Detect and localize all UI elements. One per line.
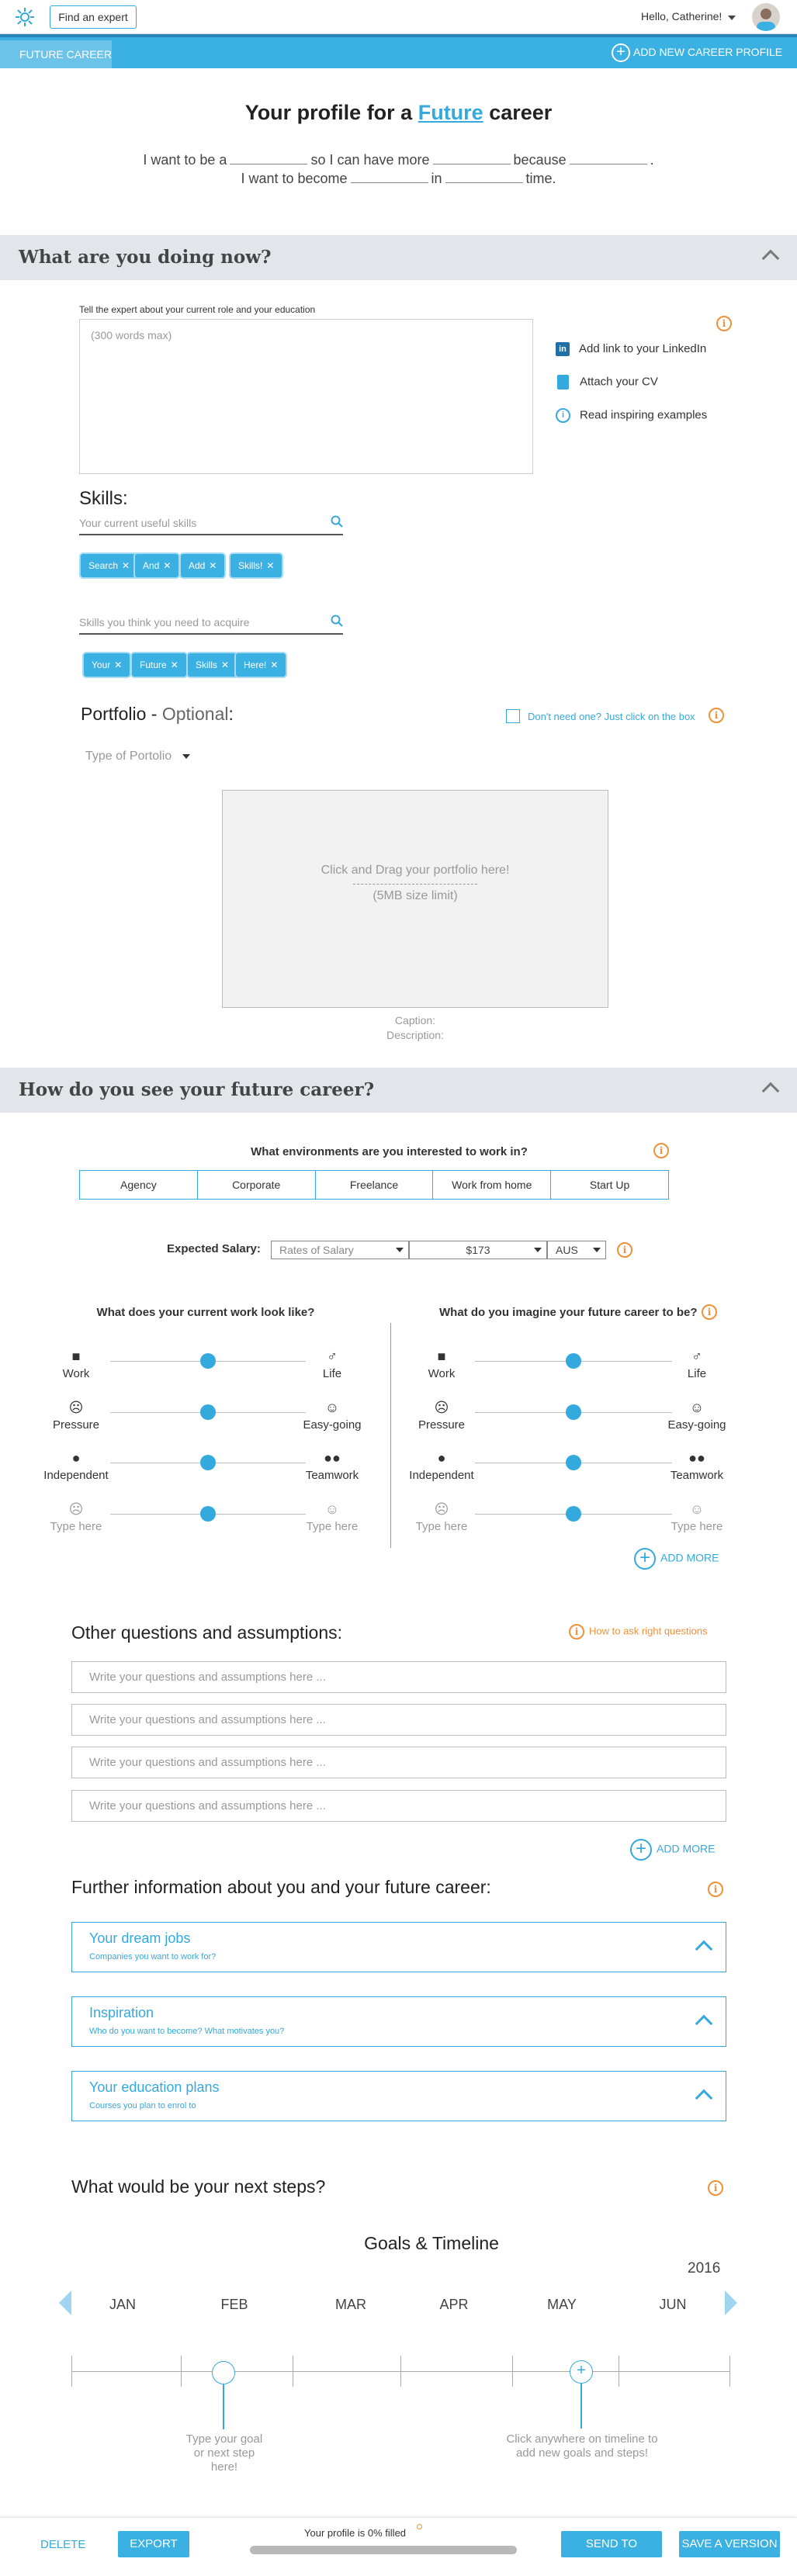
slider-left-label: Independent bbox=[43, 1469, 109, 1482]
chevron-down-icon[interactable] bbox=[728, 16, 736, 20]
question-input[interactable]: Write your questions and assumptions here ... bbox=[71, 1661, 726, 1693]
smile-icon: ☺ bbox=[689, 1501, 705, 1517]
avatar[interactable] bbox=[752, 3, 780, 31]
next-steps-heading: What would be your next steps? bbox=[71, 2176, 326, 2197]
how-to-ask-link[interactable]: i How to ask right questions bbox=[569, 1624, 707, 1639]
briefcase-icon: ■ bbox=[437, 1349, 446, 1364]
attach-cv-link[interactable]: Attach your CV bbox=[557, 375, 658, 390]
goal-connector bbox=[223, 2384, 224, 2429]
skill-tag[interactable]: Here! ✕ bbox=[236, 653, 286, 677]
add-more-questions-button[interactable]: + ADD MORE bbox=[630, 1839, 715, 1861]
env-corporate[interactable]: Corporate bbox=[198, 1171, 316, 1199]
slider-right-label: Easy-going bbox=[667, 1418, 726, 1432]
slider-left-label: Pressure bbox=[52, 1418, 100, 1432]
timeline-month: APR bbox=[439, 2297, 469, 2312]
page-title: Your profile for a Future career bbox=[244, 101, 553, 124]
salary-currency-select[interactable]: AUS bbox=[547, 1241, 606, 1259]
current-skills-input[interactable]: Your current useful skills bbox=[79, 517, 343, 535]
slider-handle[interactable] bbox=[200, 1404, 216, 1420]
slider-left-label: Work bbox=[62, 1367, 90, 1380]
skill-tag[interactable]: Your ✕ bbox=[84, 653, 130, 677]
description-label[interactable]: Description: bbox=[386, 1029, 444, 1041]
slider-right-label[interactable]: Type here bbox=[671, 1520, 723, 1533]
salary-value-select[interactable]: $173 bbox=[409, 1241, 547, 1259]
questions-heading: Other questions and assumptions: bbox=[71, 1622, 343, 1643]
chevron-right-icon[interactable] bbox=[725, 2290, 737, 2315]
timeline-year: 2016 bbox=[688, 2260, 721, 2277]
info-icon: i bbox=[569, 1624, 584, 1639]
future-career-question: What do you imagine your future career to be? bbox=[439, 1306, 698, 1319]
section-future-header[interactable]: How do you see your future career? bbox=[0, 1068, 797, 1113]
goal-marker[interactable] bbox=[212, 2361, 235, 2384]
smile-icon: ☺ bbox=[324, 1501, 340, 1517]
info-icon: i bbox=[556, 408, 570, 423]
timeline-tick bbox=[400, 2356, 401, 2387]
further-info-heading: Further information about you and your future career: bbox=[71, 1877, 491, 1897]
life-icon: ♂ bbox=[691, 1349, 702, 1364]
slider-right-label: Teamwork bbox=[670, 1469, 724, 1482]
salary-label: Expected Salary: bbox=[167, 1242, 261, 1255]
briefcase-icon: ■ bbox=[71, 1349, 81, 1364]
timeline-month: JAN bbox=[109, 2297, 136, 2312]
face-icon: ☹ bbox=[68, 1400, 84, 1415]
portfolio-label: Portfolio - Optional: bbox=[81, 704, 234, 724]
slider-right-label: Life bbox=[322, 1367, 342, 1380]
face-icon: ☹ bbox=[434, 1501, 449, 1517]
slider-left-label: Pressure bbox=[418, 1418, 466, 1432]
section-now-header[interactable]: What are you doing now? bbox=[0, 235, 797, 280]
skill-tag[interactable]: And ✕ bbox=[135, 554, 178, 577]
close-icon: ✕ bbox=[163, 560, 172, 571]
salary-rate-select[interactable]: Rates of Salary bbox=[271, 1241, 409, 1259]
timeline-tick bbox=[181, 2356, 182, 2387]
skill-tag[interactable]: Skills ✕ bbox=[188, 653, 237, 677]
slider-handle[interactable] bbox=[200, 1353, 216, 1369]
person-icon: ● bbox=[71, 1450, 81, 1466]
timeline-month: MAY bbox=[547, 2297, 577, 2312]
export-button[interactable]: EXPORT bbox=[118, 2531, 189, 2557]
skill-tag[interactable]: Skills! ✕ bbox=[230, 554, 282, 577]
greeting[interactable]: Hello, Catherine! bbox=[641, 10, 722, 23]
bottom-bar bbox=[0, 2517, 797, 2576]
face-icon: ☹ bbox=[434, 1400, 449, 1415]
close-icon: ✕ bbox=[209, 560, 217, 571]
slider-right-label: Teamwork bbox=[305, 1469, 359, 1482]
accordion-inspiration[interactable]: Inspiration Who do you want to become? What motivates you? bbox=[71, 1996, 726, 2047]
skills-label: Skills: bbox=[79, 488, 128, 509]
question-input[interactable]: Write your questions and assumptions here ... bbox=[71, 1790, 726, 1822]
slider-handle[interactable] bbox=[200, 1455, 216, 1470]
add-new-career-profile-button[interactable]: + ADD NEW CAREER PROFILE bbox=[612, 42, 782, 62]
blank-input[interactable] bbox=[445, 172, 523, 183]
skill-tag[interactable]: Search ✕ bbox=[81, 554, 137, 577]
slider-right-label[interactable]: Type here bbox=[306, 1520, 359, 1533]
divider bbox=[390, 1323, 391, 1548]
no-portfolio-checkbox[interactable] bbox=[506, 709, 520, 723]
team-icon: ●● bbox=[688, 1450, 705, 1466]
timeline-month: MAR bbox=[335, 2297, 366, 2312]
accordion-dream-jobs[interactable]: Your dream jobs Companies you want to work for? bbox=[71, 1922, 726, 1972]
plus-icon: + bbox=[630, 1839, 652, 1861]
chevron-down-icon bbox=[534, 1248, 542, 1252]
plus-icon: + bbox=[634, 1548, 656, 1570]
environments-question: What environments are you interested to work in? bbox=[251, 1145, 528, 1158]
info-icon[interactable]: i bbox=[716, 316, 732, 331]
delete-button[interactable]: DELETE bbox=[40, 2538, 86, 2551]
document-icon bbox=[557, 375, 569, 390]
face-icon: ☹ bbox=[68, 1501, 84, 1517]
smile-icon: ☺ bbox=[324, 1400, 340, 1415]
slider-handle[interactable] bbox=[566, 1455, 581, 1470]
chevron-down-icon bbox=[182, 754, 190, 759]
skill-tag[interactable]: Add ✕ bbox=[181, 554, 224, 577]
chevron-up-icon[interactable] bbox=[762, 250, 780, 268]
close-icon: ✕ bbox=[170, 660, 178, 670]
chevron-left-icon[interactable] bbox=[59, 2290, 71, 2315]
profile-fill-status: Your profile is 0% filled bbox=[304, 2527, 407, 2539]
plus-icon: + bbox=[612, 43, 630, 62]
send-to-expert-button[interactable]: SEND TO EXPERT bbox=[561, 2531, 662, 2557]
add-more-slider-button[interactable]: + ADD MORE bbox=[634, 1548, 719, 1570]
blank-input[interactable] bbox=[351, 172, 428, 183]
blank-input[interactable] bbox=[433, 154, 511, 164]
timeline-month: JUN bbox=[659, 2297, 687, 2312]
linkedin-icon: in bbox=[556, 342, 570, 356]
dropzone-limit: (5MB size limit) bbox=[373, 889, 458, 902]
slider-left-label[interactable]: Type here bbox=[415, 1520, 468, 1533]
close-icon: ✕ bbox=[122, 560, 130, 571]
chevron-up-icon[interactable] bbox=[762, 1082, 780, 1100]
timeline-tick bbox=[729, 2356, 730, 2387]
slider-handle[interactable] bbox=[566, 1404, 581, 1420]
chevron-up-icon bbox=[695, 2015, 713, 2033]
chevron-down-icon bbox=[396, 1248, 404, 1252]
portfolio-dropzone[interactable] bbox=[222, 790, 608, 1008]
no-portfolio-label[interactable]: Don't need one? Just click on the box bbox=[528, 711, 695, 722]
timeline-title: Goals & Timeline bbox=[364, 2233, 499, 2253]
future-link[interactable]: Future bbox=[418, 101, 483, 124]
info-icon[interactable]: i bbox=[702, 1304, 717, 1320]
info-icon[interactable]: i bbox=[708, 1882, 723, 1897]
acquire-skills-input[interactable]: Skills you think you need to acquire bbox=[79, 616, 343, 635]
question-input[interactable]: Write your questions and assumptions here ... bbox=[71, 1704, 726, 1736]
smile-icon: ☺ bbox=[689, 1400, 705, 1415]
slider-left-label[interactable]: Type here bbox=[50, 1520, 102, 1533]
search-icon[interactable] bbox=[331, 515, 343, 528]
info-icon[interactable]: i bbox=[653, 1143, 669, 1158]
team-icon: ●● bbox=[324, 1450, 341, 1466]
dropzone-text: Click and Drag your portfolio here! bbox=[321, 864, 510, 877]
blank-input[interactable] bbox=[230, 154, 307, 164]
caption-label[interactable]: Caption: bbox=[394, 1014, 436, 1027]
env-work-from-home[interactable]: Work from home bbox=[433, 1171, 551, 1199]
search-icon[interactable] bbox=[331, 615, 343, 627]
logo-icon[interactable] bbox=[14, 6, 36, 28]
current-role-textarea[interactable]: (300 words max) bbox=[79, 319, 533, 474]
description-label: Tell the expert about your current role and your education bbox=[79, 304, 316, 315]
env-agency[interactable]: Agency bbox=[80, 1171, 198, 1199]
environment-selector bbox=[79, 1170, 669, 1200]
timeline-tick bbox=[71, 2356, 72, 2387]
tab-future-career[interactable]: FUTURE CAREER bbox=[0, 40, 112, 68]
close-icon: ✕ bbox=[270, 660, 279, 670]
timeline-tick bbox=[512, 2356, 513, 2387]
add-goal-connector bbox=[580, 2384, 582, 2429]
skill-tag[interactable]: Future ✕ bbox=[132, 653, 186, 677]
close-icon: ✕ bbox=[221, 660, 230, 670]
slider-left-label: Work bbox=[428, 1367, 456, 1380]
timeline-month: FEB bbox=[220, 2297, 248, 2312]
life-icon: ♂ bbox=[327, 1349, 338, 1364]
person-icon: ● bbox=[437, 1450, 446, 1466]
slider-handle[interactable] bbox=[566, 1506, 581, 1522]
info-icon[interactable]: i bbox=[617, 1242, 632, 1258]
goal-hint[interactable]: Type your goal or next step here! bbox=[185, 2432, 263, 2474]
chevron-down-icon bbox=[593, 1248, 601, 1252]
close-icon: ✕ bbox=[266, 560, 275, 571]
info-icon[interactable]: i bbox=[708, 2180, 723, 2196]
portfolio-type-select[interactable]: Type of Portolio bbox=[85, 750, 190, 763]
info-dot-icon bbox=[417, 2524, 422, 2529]
add-goal-marker[interactable]: + bbox=[570, 2360, 593, 2384]
accordion-education-plans[interactable]: Your education plans Courses you plan to enrol to bbox=[71, 2071, 726, 2121]
slider-left-label: Independent bbox=[409, 1469, 474, 1482]
slider-handle[interactable] bbox=[200, 1506, 216, 1522]
career-sentence-1: I want to be a so I can have more because . bbox=[143, 152, 654, 168]
top-bar bbox=[0, 0, 797, 34]
timeline-hint: Click anywhere on timeline to add new goals and steps! bbox=[506, 2432, 658, 2460]
profile-progress-bar bbox=[250, 2546, 517, 2554]
career-sentence-2: I want to become in time. bbox=[241, 171, 556, 186]
chevron-up-icon bbox=[695, 1941, 713, 1958]
close-icon: ✕ bbox=[114, 660, 123, 670]
slider-right-label: Life bbox=[687, 1367, 707, 1380]
slider-handle[interactable] bbox=[566, 1353, 581, 1369]
blank-input[interactable] bbox=[570, 154, 647, 164]
env-freelance[interactable]: Freelance bbox=[316, 1171, 434, 1199]
info-icon[interactable]: i bbox=[709, 708, 724, 723]
save-version-button[interactable]: SAVE A VERSION bbox=[679, 2531, 780, 2557]
linkedin-link[interactable]: in Add link to your LinkedIn bbox=[556, 342, 706, 356]
slider-right-label: Easy-going bbox=[303, 1418, 362, 1432]
env-start-up[interactable]: Start Up bbox=[589, 1179, 630, 1191]
current-work-question: What does your current work look like? bbox=[96, 1306, 315, 1319]
inspiring-examples-link[interactable]: i Read inspiring examples bbox=[556, 408, 707, 423]
chevron-up-icon bbox=[695, 2090, 713, 2107]
find-expert-button[interactable]: Find an expert bbox=[50, 5, 137, 29]
question-input[interactable]: Write your questions and assumptions here ... bbox=[71, 1747, 726, 1778]
